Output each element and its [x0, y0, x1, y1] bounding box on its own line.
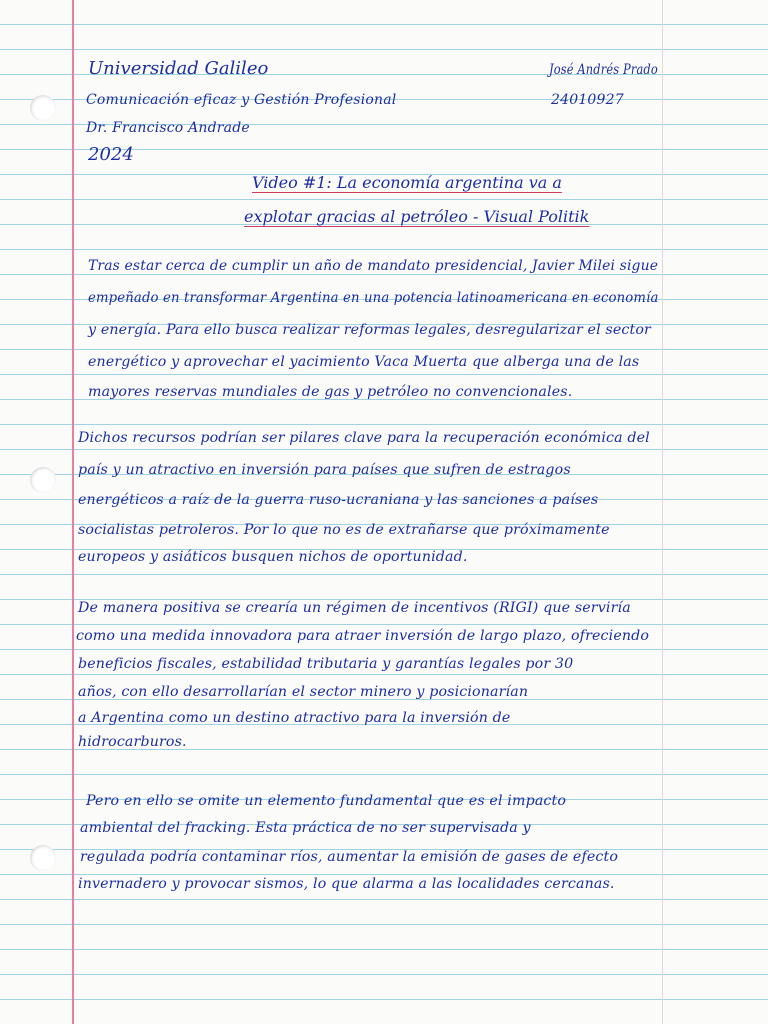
university-name: Universidad Galileo: [88, 58, 269, 79]
text-line: años, con ello desarrollarían el sector minero y posicionarían: [78, 684, 529, 700]
text-line: beneficios fiscales, estabilidad tributaria y garantías legales por 30: [78, 656, 574, 672]
punch-hole-top: [30, 95, 56, 121]
punch-hole-bottom: [30, 845, 56, 871]
title-line-1: Video #1: La economía argentina va a: [252, 173, 562, 192]
text-line: energéticos a raíz de la guerra ruso-ucraniana y las sanciones a países: [78, 492, 599, 508]
text-line: regulada podría contaminar ríos, aumentar la emisión de gases de efecto: [80, 849, 619, 865]
text-line: socialistas petroleros. Por lo que no es de extrañarse que próximamente: [78, 522, 610, 538]
text-line: Pero en ello se omite un elemento fundamental que es el impacto: [86, 793, 567, 809]
red-margin-line: [72, 0, 74, 1024]
student-name: José Andrés Prado: [549, 62, 658, 78]
text-line: como una medida innovadora para atraer inversión de largo plazo, ofreciendo: [76, 628, 650, 644]
text-line: mayores reservas mundiales de gas y petróleo no convencionales.: [88, 384, 573, 400]
text-line: energético y aprovechar el yacimiento Vaca Muerta que alberga una de las: [88, 354, 640, 370]
right-edge-line: [662, 0, 663, 1024]
text-line: Dichos recursos podrían ser pilares clave para la recuperación económica del: [78, 430, 650, 446]
year: 2024: [88, 144, 134, 165]
text-line: De manera positiva se crearía un régimen de incentivos (RIGI) que serviría: [78, 600, 631, 616]
text-line: y energía. Para ello busca realizar reformas legales, desregularizar el sector: [88, 322, 651, 338]
student-id: 24010927: [551, 92, 624, 108]
text-line: hidrocarburos.: [78, 734, 187, 750]
text-line: empeñado en transformar Argentina en una potencia latinoamericana en economía: [88, 290, 659, 306]
text-line: ambiental del fracking. Esta práctica de no ser supervisada y: [80, 820, 531, 836]
text-line: Tras estar cerca de cumplir un año de mandato presidencial, Javier Milei sigue: [88, 258, 659, 274]
text-line: país y un atractivo en inversión para países que sufren de estragos: [78, 462, 571, 478]
professor-name: Dr. Francisco Andrade: [86, 120, 250, 136]
punch-hole-middle: [30, 467, 56, 493]
title-line-2: explotar gracias al petróleo - Visual Politik: [244, 207, 590, 226]
text-line: a Argentina como un destino atractivo para la inversión de: [78, 710, 511, 726]
text-line: europeos y asiáticos busquen nichos de oportunidad.: [78, 549, 468, 565]
text-line: invernadero y provocar sismos, lo que alarma a las localidades cercanas.: [78, 876, 615, 892]
course-name: Comunicación eficaz y Gestión Profesional: [86, 92, 397, 108]
